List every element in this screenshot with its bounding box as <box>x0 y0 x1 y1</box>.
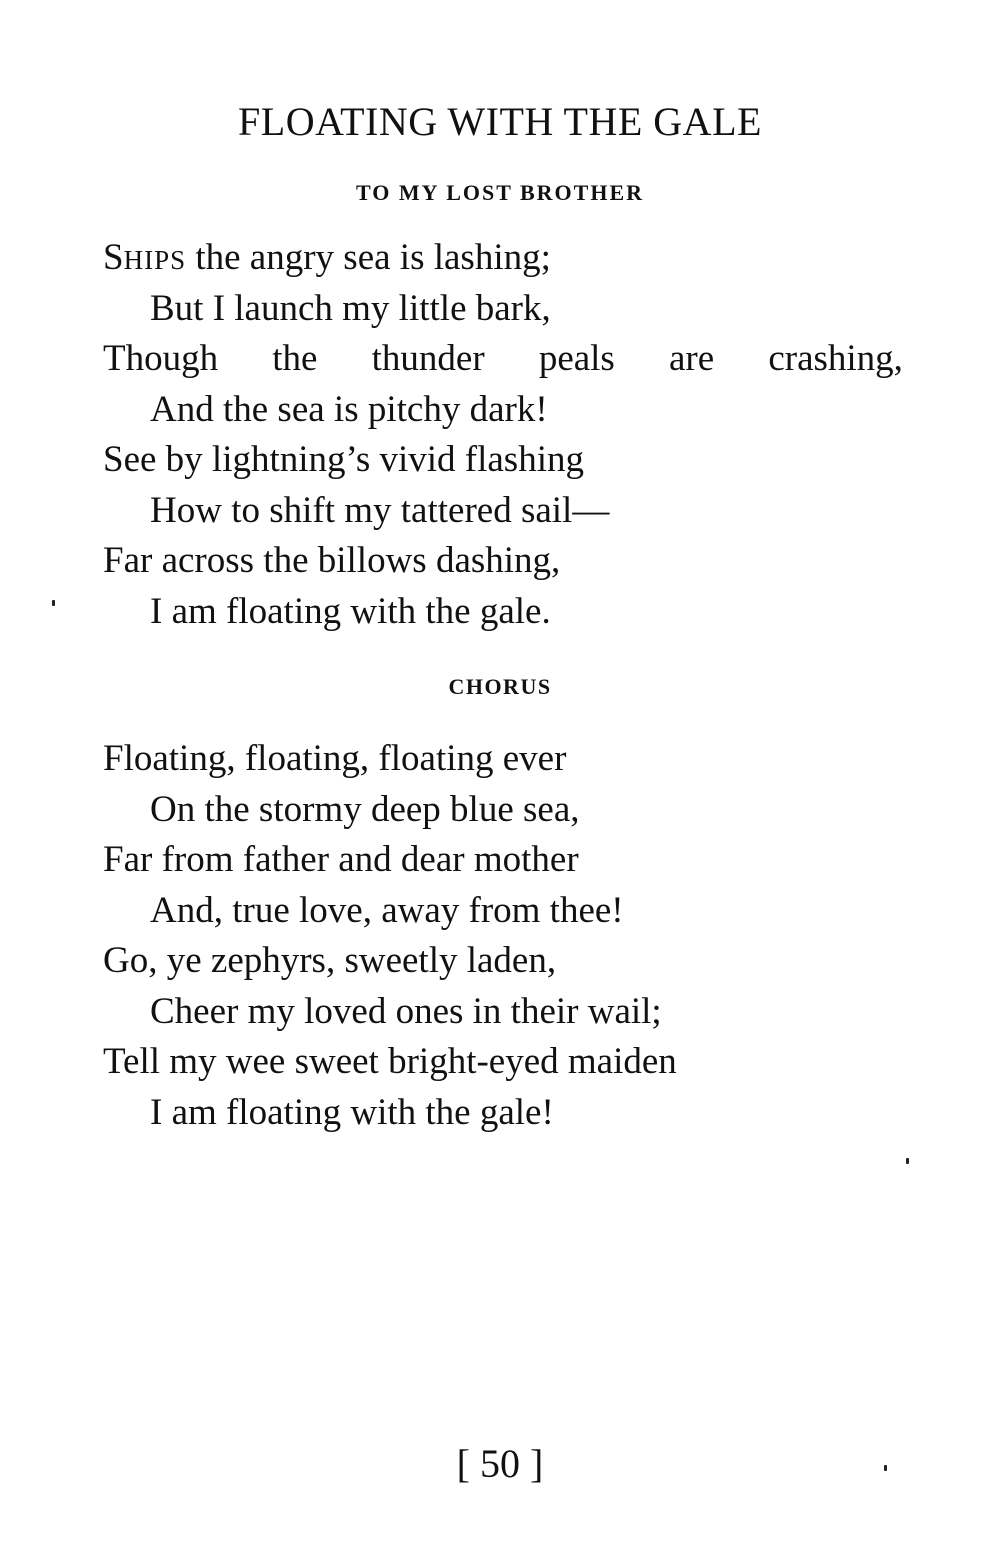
small-caps-rest: HIPS <box>123 245 187 275</box>
verse-line-1-text: the angry sea is lashing; <box>186 237 551 278</box>
verse-line-5: See by lightning’s vivid flashing <box>103 439 584 480</box>
print-speck <box>906 1158 909 1164</box>
verse-line-4: And the sea is pitchy dark! <box>150 388 548 430</box>
print-speck <box>52 600 55 606</box>
verse-stanza <box>103 233 923 637</box>
poem-title: FLOATING WITH THE GALE <box>238 99 762 144</box>
print-speck <box>884 1465 887 1471</box>
page-number: [ 50 ] <box>456 1441 544 1486</box>
word: are <box>669 338 715 379</box>
chorus-line-4: And, true love, away from thee! <box>150 889 624 931</box>
verse-line-8: I am floating with the gale. <box>150 590 551 632</box>
chorus-line-2: On the stormy deep blue sea, <box>150 788 580 830</box>
verse-line-6: How to shift my tattered sail— <box>150 489 610 531</box>
chorus-line-8: I am floating with the gale! <box>150 1091 554 1133</box>
verse-line-1 <box>103 233 923 284</box>
word: thunder <box>371 338 485 379</box>
chorus-line-3: Far from father and dear mother <box>103 839 579 880</box>
chorus-line-7: Tell my wee sweet bright-eyed maiden <box>103 1041 677 1082</box>
chorus-stanza <box>103 734 923 1138</box>
word: crashing, <box>768 338 903 379</box>
word: the <box>272 338 318 379</box>
small-caps-initial: S <box>103 237 124 278</box>
poem-dedication: TO MY LOST BROTHER <box>355 180 645 205</box>
chorus-line-6: Cheer my loved ones in their wail; <box>150 990 662 1032</box>
word: Though <box>103 338 219 379</box>
verse-line-3 <box>103 334 923 385</box>
chorus-heading: CHORUS <box>448 674 552 699</box>
chorus-line-1: Floating, floating, floating ever <box>103 738 567 779</box>
justified-line <box>103 334 903 385</box>
verse-line-7: Far across the billows dashing, <box>103 540 561 581</box>
word: peals <box>538 338 615 379</box>
verse-line-2: But I launch my little bark, <box>150 287 551 329</box>
chorus-line-5: Go, ye zephyrs, sweetly laden, <box>103 940 557 981</box>
